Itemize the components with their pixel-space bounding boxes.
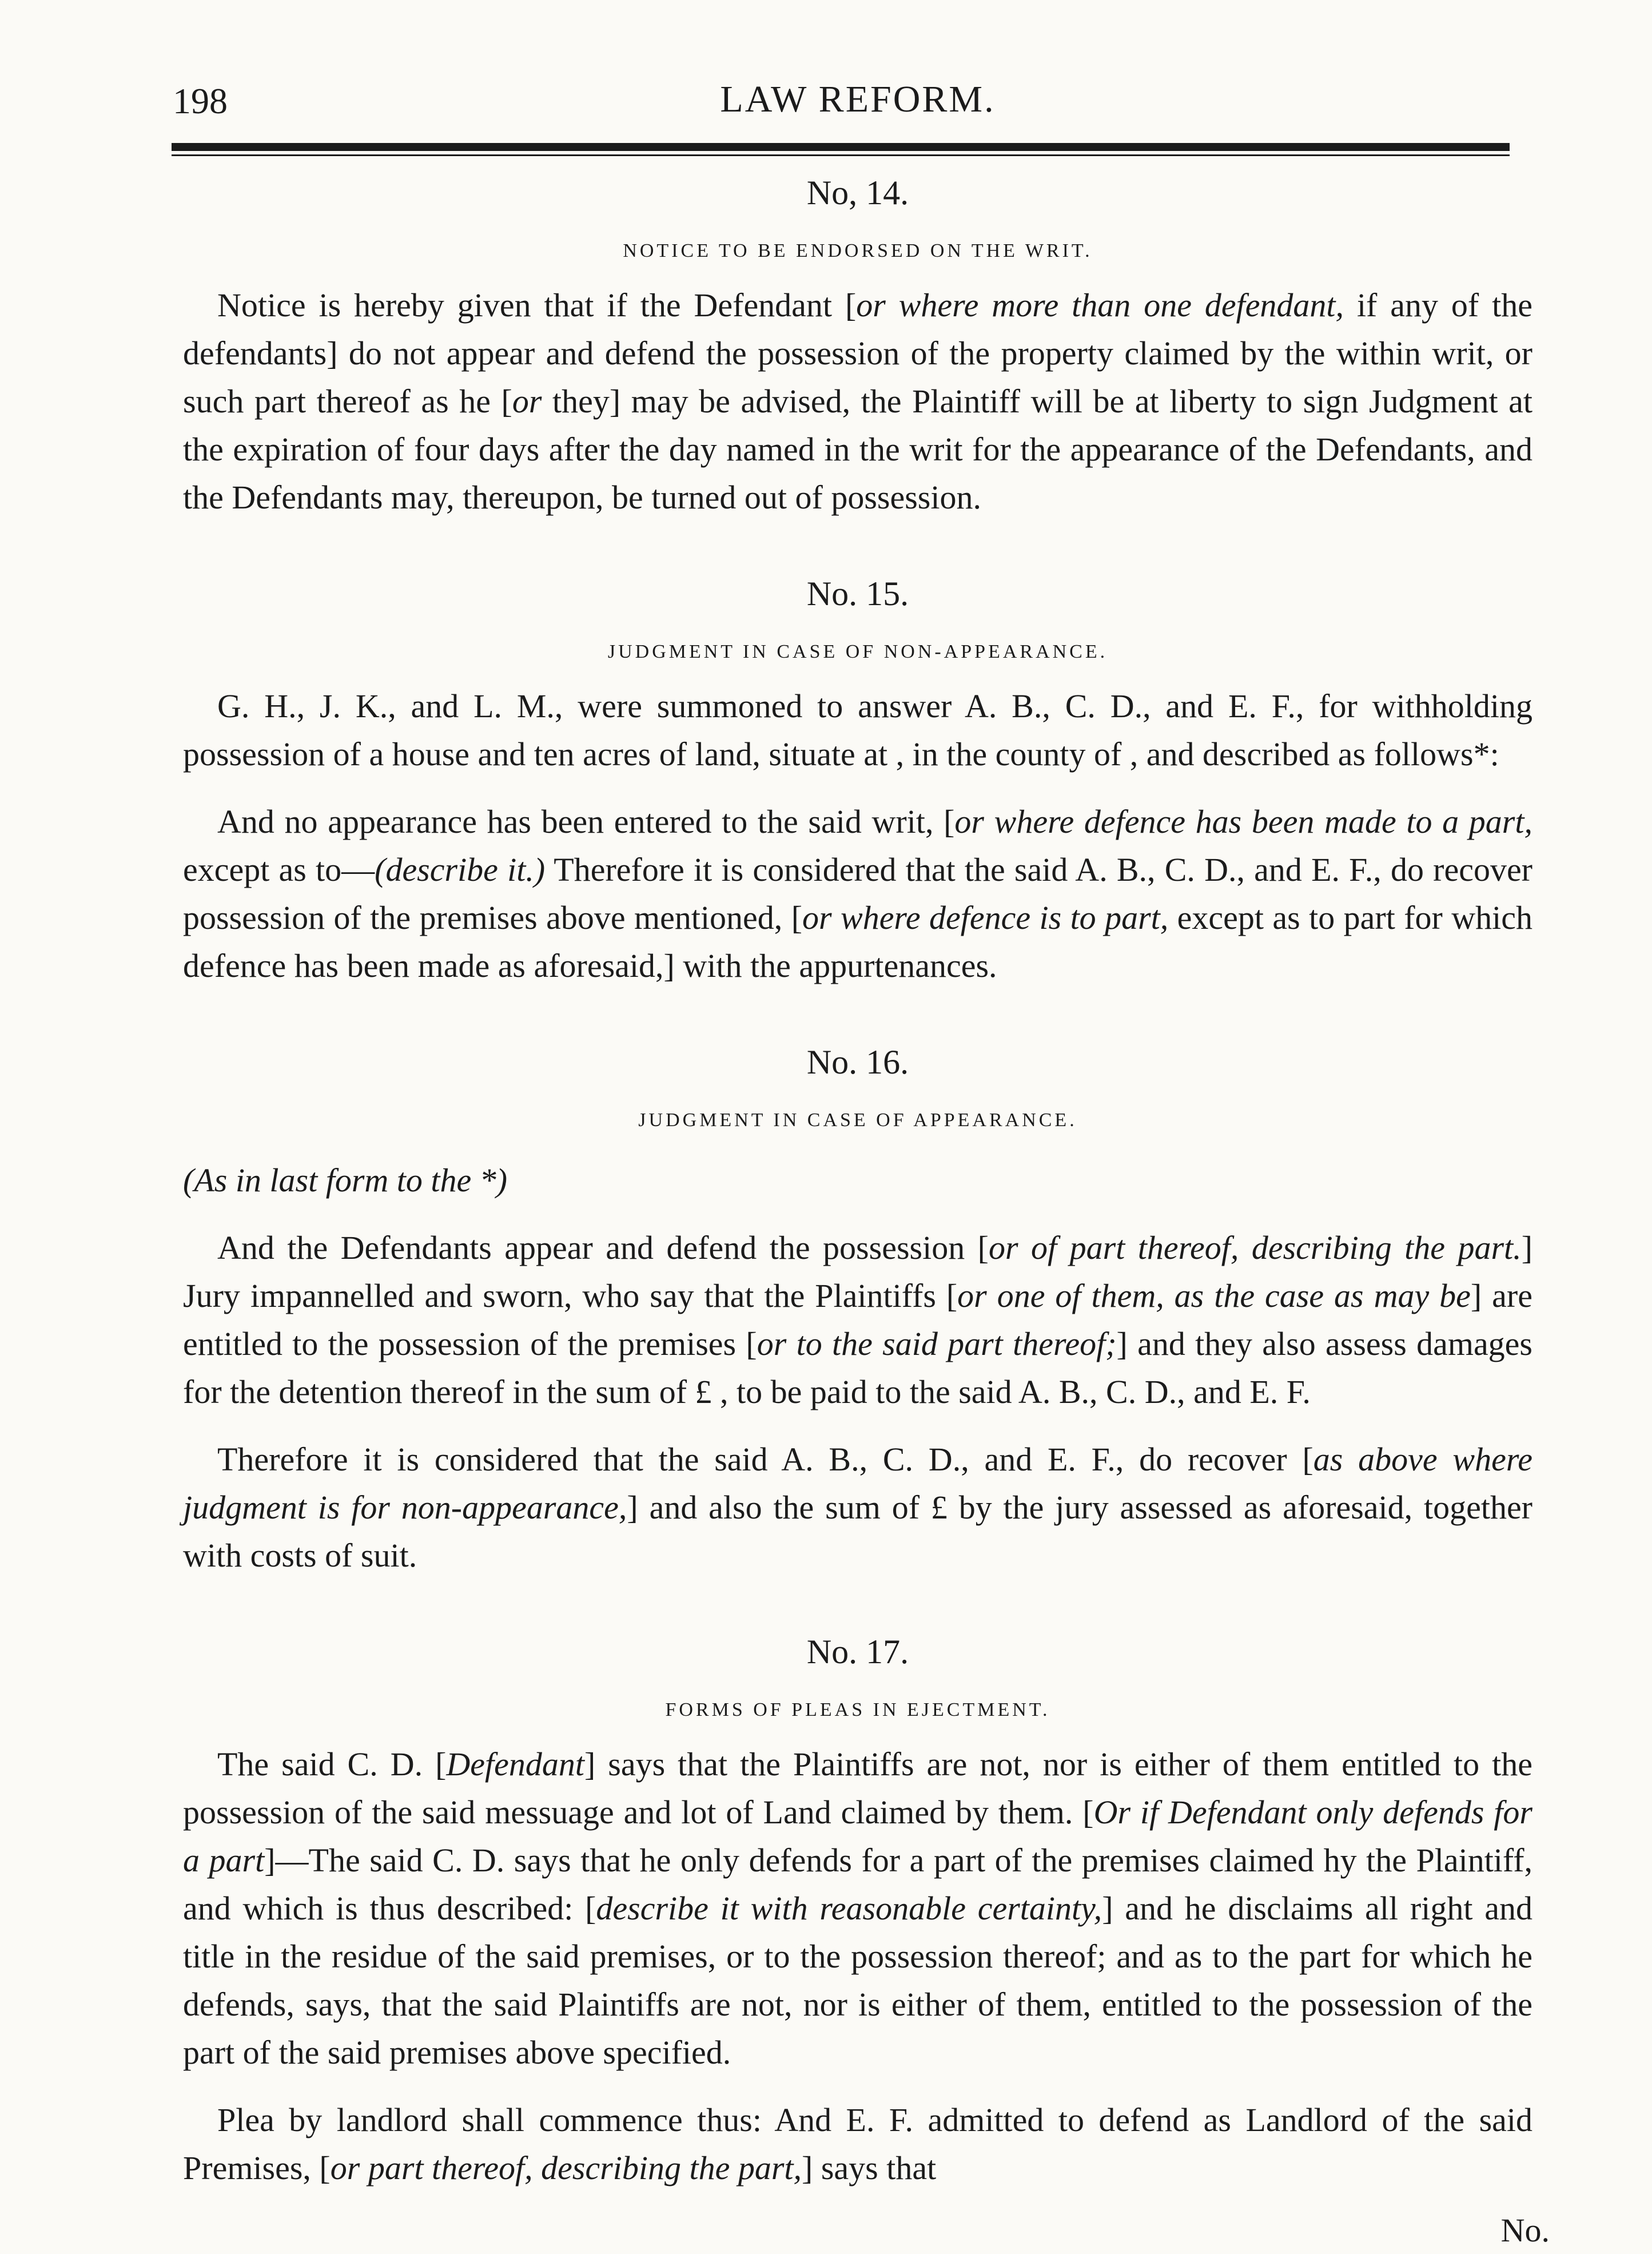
form-section [183, 1043, 1532, 1580]
running-title: LAW REFORM. [720, 78, 996, 120]
italic-segment: or where defence has been made to a part, [954, 803, 1532, 840]
italic-segment: or where more than one defendant, [856, 287, 1344, 324]
text-segment: G. H., J. K., and L. M., were summoned to answer A. B., C. D., and E. F., for withholding possession of a house and ten acres of land, situate at , in the county of , and described as follows*: [183, 687, 1532, 773]
body-paragraph [183, 682, 1532, 778]
form-title: NOTICE TO BE ENDORSED ON THE WRIT. [623, 240, 1093, 261]
header-rule-thin [172, 154, 1510, 156]
text-segment: And no appearance has been entered to the said writ, [ [217, 803, 955, 840]
italic-segment: as above where judgment is for non-appearance, [183, 1441, 1532, 1526]
text-segment: if any of the defendants] do not appear and defend the possession of the property claimed by the within writ, or such part thereof as he [ [183, 287, 1532, 420]
text-segment: ] says that [802, 2149, 937, 2187]
text-segment: ] and they also assess damages for the detention thereof in the sum of £ , to be paid to the said A. B., C. D., and E. F. [183, 1325, 1532, 1410]
form-title: JUDGMENT IN CASE OF NON-APPEARANCE. [607, 641, 1108, 662]
body-paragraph [183, 2096, 1532, 2192]
text-segment: except as to— [183, 851, 375, 888]
form-title: JUDGMENT IN CASE OF APPEARANCE. [638, 1110, 1077, 1131]
page-header [173, 69, 1532, 132]
italic-segment: Or if Defendant only defends for a part [183, 1794, 1532, 1879]
text-segment: Plea by landlord shall commence thus: And E. F. admitted to defend as Landlord of the said Premises, [ [183, 2101, 1532, 2187]
form-number: No, 14. [806, 174, 909, 212]
italic-segment: or part thereof, describing the part, [330, 2149, 802, 2187]
document-page [173, 69, 1550, 2249]
italic-segment: or one of them, as the case as may be [957, 1277, 1471, 1314]
form-section [183, 574, 1532, 990]
text-segment: ] Jury impannelled and sworn, who say that the Plaintiffs [ [183, 1229, 1533, 1314]
italic-segment: or [512, 383, 542, 420]
text-segment: Therefore it is considered that the said A. B., C. D., and E. F., do recover possession of the premises above mentioned, [ [183, 851, 1532, 936]
body-paragraph [183, 1740, 1532, 2077]
italic-segment: describe it with reasonable certainty, [596, 1890, 1102, 1927]
catchword: No. [1500, 2212, 1550, 2249]
italic-segment: (describe it.) [375, 851, 546, 888]
italic-segment: Defendant [446, 1746, 585, 1783]
body-paragraph [183, 1436, 1532, 1580]
text-segment: they] may be advised, the Plaintiff will be at liberty to sign Judgment at the expiration of four days after the day named in the writ for the appearance of the Defendants, and the Defendants may, thereupon, be turned out of possession. [183, 383, 1532, 516]
text-segment: Therefore it is considered that the said A. B., C. D., and E. F., do recover [ [217, 1441, 1313, 1478]
text-segment: The said C. D. [ [217, 1746, 447, 1783]
text-segment: ] are entitled to the possession of the premises [ [183, 1277, 1532, 1362]
forms-body [183, 173, 1532, 2192]
body-paragraph [183, 1224, 1532, 1416]
text-segment: ] and also the sum of £ by the jury assessed as aforesaid, together with costs of suit. [183, 1489, 1532, 1574]
italic-segment: or of part thereof, describing the part. [988, 1229, 1522, 1266]
form-title: FORMS OF PLEAS IN EJECTMENT. [665, 1699, 1050, 1720]
text-segment: And the Defendants appear and defend the possession [ [217, 1229, 989, 1266]
form-section [183, 173, 1532, 522]
form-number: No. 16. [806, 1043, 909, 1081]
form-note: (As in last form to the *) [183, 1162, 508, 1199]
text-segment: ] and he disclaims all right and title in the residue of the said premises, or to the possession thereof; and as to the part for which he defends, says, that the said Plaintiffs are not, nor is either of them, entitled to the possession of the part of the said premises above specified. [183, 1890, 1532, 2071]
text-segment: ]—The said C. D. says that he only defends for a part of the premises claimed hy the Plaintiff, and which is thus described: [ [183, 1842, 1533, 1927]
body-paragraph [183, 281, 1532, 522]
italic-segment: or to the said part thereof; [757, 1325, 1117, 1362]
text-segment: Notice is hereby given that if the Defendant [ [217, 287, 857, 324]
text-segment: except as to part for which defence has been made as aforesaid,] with the appurtenances. [183, 899, 1533, 984]
text-segment: ] says that the Plaintiffs are not, nor is either of them entitled to the possession of the said messuage and lot of Land claimed by them. [ [183, 1746, 1532, 1831]
italic-segment: or where defence is to part, [802, 899, 1169, 936]
form-number: No. 17. [806, 1633, 909, 1671]
body-paragraph [183, 798, 1532, 990]
form-number: No. 15. [806, 575, 909, 613]
page-number: 198 [173, 81, 228, 121]
header-rule-thick [172, 143, 1510, 151]
form-section [183, 1632, 1532, 2192]
